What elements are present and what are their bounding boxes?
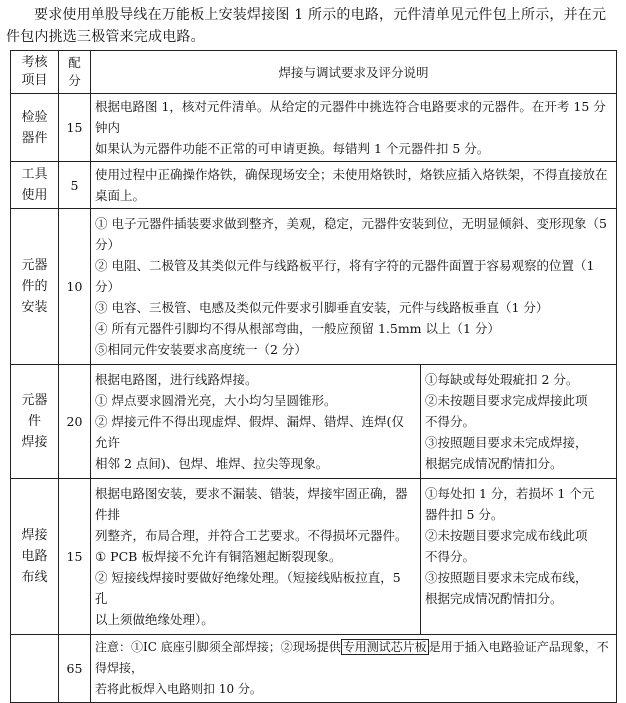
row-score: 15: [59, 94, 91, 162]
row-score: 20: [59, 365, 91, 479]
intro-paragraph: 要求使用单股导线在万能板上安装焊接图 1 所示的电路，元件清单见元件包上所示，并在元件包内挑选三极管来完成电路。: [6, 7, 607, 45]
row-requirements: 根据电路图安装，要求不漏装、错装，焊接牢固正确，器件排 列整齐，布局合理，并符合工艺要求。不得损坏元器件。 ① PCB 板焊接不允许有铜箔翘起断裂现象。 ② 短接线焊接时要做好绝缘处理。（短接线贴板拉直，5 孔 以上须做绝缘处理）。: [91, 479, 421, 635]
note-text: 注意：①IC 底座引脚须全部焊接；②现场提供 专用测试芯片板 是用于插入电路验证产品现象，不得焊接， 若将此板焊入电路则扣 10 分。: [91, 635, 617, 703]
table-row: [11, 162, 617, 209]
boxed-term: 专用测试芯片板: [342, 640, 427, 654]
table-row: [11, 94, 617, 162]
row-item-label: 焊接 电路 布线: [11, 479, 59, 635]
table-header-row: [11, 51, 617, 94]
table-row: [11, 479, 617, 635]
row-requirements: 根据电路图，进行线路焊接。 ① 焊点要求圆滑光亮，大小均匀呈圆锥形。 ② 焊接元件不得出现虚焊、假焊、漏焊、错焊、连焊(仅允许 相邻 2 点间)、包焊、堆焊、拉尖等现象。: [91, 365, 421, 479]
scoring-table: [10, 50, 617, 703]
row-item-label: 元器 件 焊接: [11, 365, 59, 479]
row-score-total: 65: [59, 635, 91, 703]
row-item-label: 工具 使用: [11, 162, 59, 209]
table-row: [11, 365, 617, 479]
row-item-label: 检验 器件: [11, 94, 59, 162]
row-score: 5: [59, 162, 91, 209]
row-deductions: ①每缺或每处瑕疵扣 2 分。 ②未按题目要求完成焊接此项 不得分。 ③按照题目要求未完成焊接， 根据完成情况酌情扣分。: [421, 365, 617, 479]
row-score: 10: [59, 209, 91, 365]
row-requirements: 根据电路图 1，核对元件清单。从给定的元器件中挑选符合电路要求的元器件。在开考 15 分钟内 如果认为元器件功能不正常的可申请更换。每错判 1 个元器件扣 5 分。: [91, 94, 617, 162]
header-score: 配 分: [59, 51, 91, 94]
header-requirements: 焊接与调试要求及评分说明: [91, 51, 617, 94]
row-score: 15: [59, 479, 91, 635]
row-requirements: 使用过程中正确操作烙铁，确保现场安全；未使用烙铁时，烙铁应插入烙铁架，不得直接放在 桌面上。: [91, 162, 617, 209]
row-item-label: 元器 件的 安装: [11, 209, 59, 365]
row-requirements: ① 电子元器件插装要求做到整齐，美观，稳定，元器件安装到位，无明显倾斜、变形现象（5 分） ② 电阻、二极管及其类似元件与线路板平行，将有字符的元器件面置于容易观察的位置（1 分） ③ 电容、三极管、电感及类似元件要求引脚垂直安装，元件与线路板垂直（1 分） ④ 所有元器件引脚均不得从根部弯曲，一般应预留 1.5mm 以上（1 分） ⑤相同元件安装要求高度统一（2 分）: [91, 209, 617, 365]
header-item: 考核 项目: [11, 51, 59, 94]
table-row: [11, 209, 617, 365]
row-deductions: ①每处扣 1 分，若损坏 1 个元 器件扣 5 分。 ②未按题目要求完成布线此项 不得分。 ③按照题目要求未完成布线， 根据完成情况酌情扣分。: [421, 479, 617, 635]
table-row-note: [11, 635, 617, 703]
row-item-label-empty: [11, 635, 59, 703]
